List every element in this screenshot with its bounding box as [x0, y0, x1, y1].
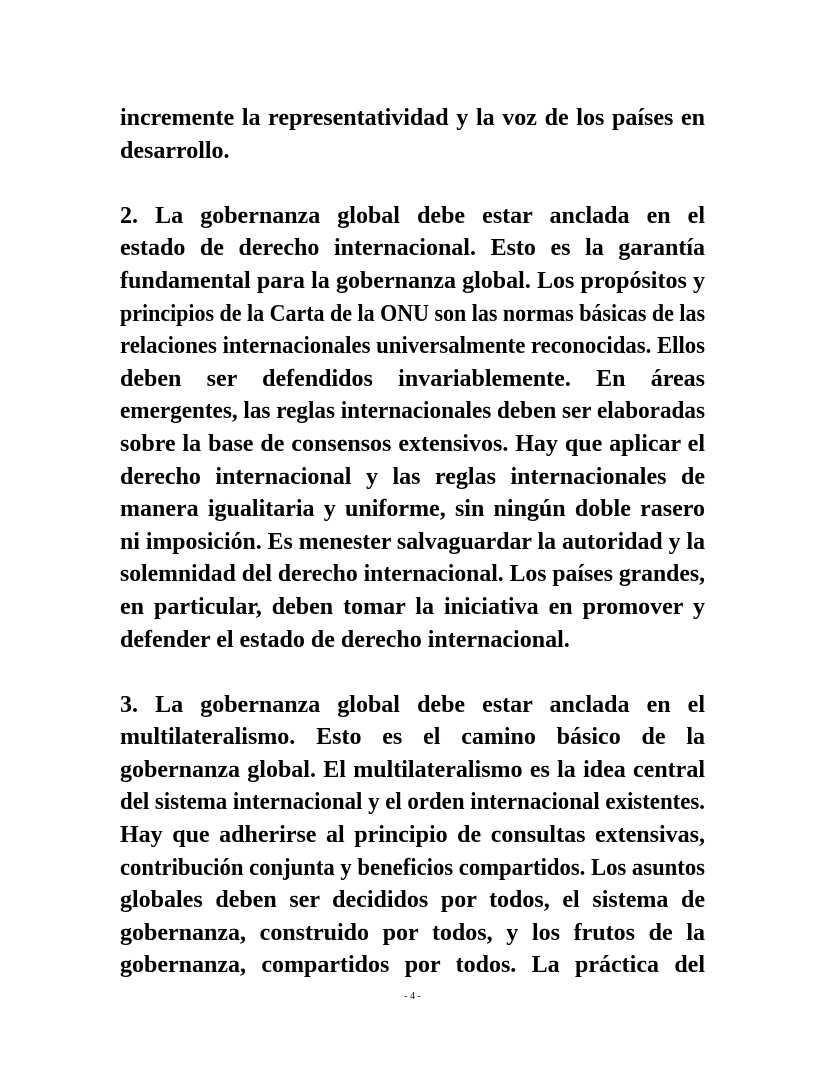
- text-line: defender el estado de derecho internacional.: [120, 626, 570, 653]
- text-line: 2. La gobernanza global debe estar anclada en el: [120, 202, 705, 229]
- text-line: globales deben ser decididos por todos, el sistema de: [120, 887, 705, 914]
- text-line: 3. La gobernanza global debe estar anclada en el: [120, 691, 705, 718]
- text-line: contribución conjunta y beneficios compartidos. Los asuntos: [120, 854, 705, 881]
- text-line: multilateralismo. Esto es el camino básico de la: [120, 724, 705, 751]
- text-line: en particular, deben tomar la iniciativa en promover y: [120, 593, 705, 620]
- text-line: manera igualitaria y uniforme, sin ningún doble rasero: [120, 496, 705, 523]
- paragraph-continuation: [120, 102, 705, 167]
- text-line: del sistema internacional y el orden internacional existentes.: [120, 789, 705, 816]
- text-line: Hay que adherirse al principio de consultas extensivas,: [120, 822, 705, 849]
- text-line: gobernanza, construido por todos, y los frutos de la: [120, 919, 705, 946]
- text-line: desarrollo.: [120, 137, 230, 164]
- text-line: gobernanza global. El multilateralismo es la idea central: [120, 756, 705, 783]
- text-line: incremente la representatividad y la voz de los países en: [120, 105, 705, 131]
- paragraph-2-estado-de-derecho: [120, 200, 705, 656]
- page-number: - 4 -: [404, 991, 421, 1002]
- text-line: deben ser defendidos invariablemente. En áreas: [120, 365, 705, 392]
- text-line: fundamental para la gobernanza global. Los propósitos y: [120, 267, 705, 294]
- text-block: [120, 102, 705, 982]
- text-line: derecho internacional y las reglas internacionales de: [120, 463, 705, 490]
- text-line: estado de derecho internacional. Esto es la garantía: [120, 235, 705, 262]
- text-line: relaciones internacionales universalmente reconocidas. Ellos: [120, 333, 705, 360]
- text-line: sobre la base de consensos extensivos. Hay que aplicar el: [120, 430, 705, 457]
- text-line: emergentes, las reglas internacionales deben ser elaboradas: [120, 398, 705, 425]
- text-line: gobernanza, compartidos por todos. La práctica del: [120, 952, 705, 979]
- text-line: solemnidad del derecho internacional. Los países grandes,: [120, 561, 705, 588]
- text-line: principios de la Carta de la ONU son las normas básicas de las: [120, 300, 705, 327]
- paragraph-3-multilateralismo: [120, 689, 705, 982]
- text-line: ni imposición. Es menester salvaguardar la autoridad y la: [120, 528, 705, 555]
